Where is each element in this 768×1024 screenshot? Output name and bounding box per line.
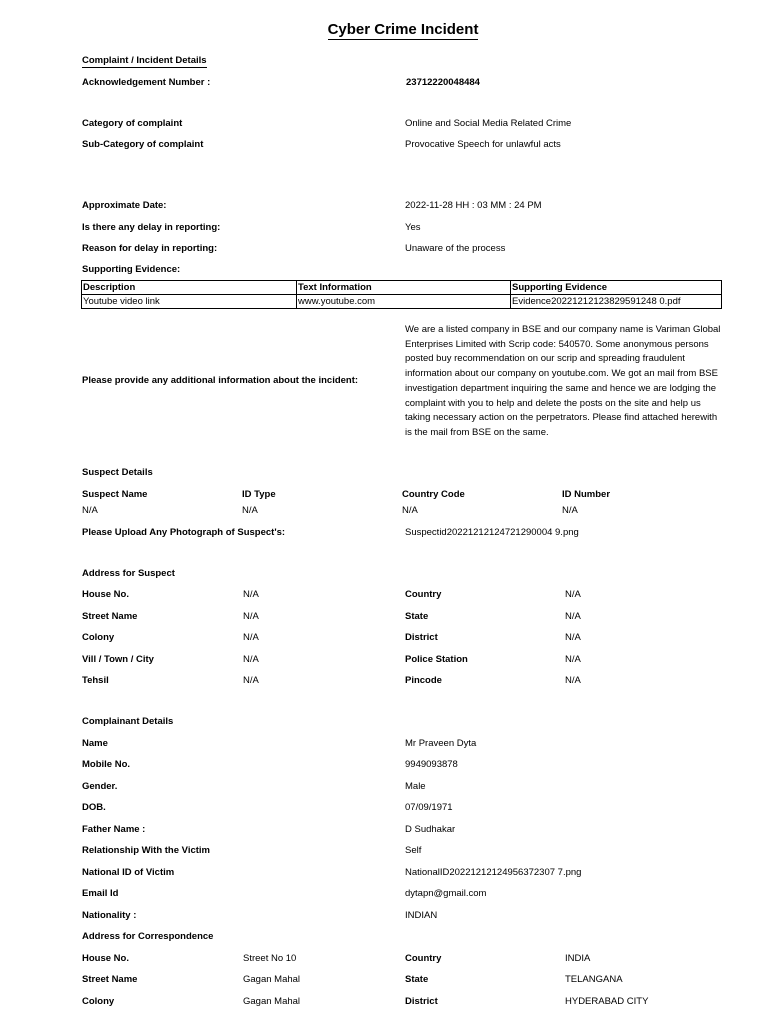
suspect-street-value: N/A <box>243 611 259 622</box>
evidence-header-text-info: Text Information <box>297 281 511 295</box>
corr-colony-value: Gagan Mahal <box>243 996 301 1007</box>
complainant-relationship-label: Relationship With the Victim <box>82 845 210 856</box>
evidence-table-header <box>82 281 722 295</box>
additional-info-value: We are a listed company in BSE and our company name is Variman Global Enterprises Limited with Scrip code: 540570. Some anonymous persons posted buy recommendation on our scrip and spreading fraudulent information about our company on youtube.com. We got an mail from BSE investigation department inquiring the same and hence we are lodging the complaint with you to help and delete the posts on the site and help us taking necessary action on the perpetrators. Please find attached herewith is the mail from BSE on the same. <box>405 324 721 438</box>
additional-info-label: Please provide any additional information about the incident: <box>82 375 359 386</box>
evidence-cell-description: Youtube video link <box>82 295 297 309</box>
suspect-address-heading: Address for Suspect <box>82 568 175 579</box>
complainant-nationalid-label: National ID of Victim <box>82 867 175 878</box>
complainant-dob-label: DOB. <box>82 802 106 813</box>
corr-street-value: Gagan Mahal <box>243 974 301 985</box>
reason-value: Unaware of the process <box>405 243 506 254</box>
complainant-email-value: dytapn@gmail.com <box>405 888 487 899</box>
complainant-dob-value: 07/09/1971 <box>405 802 453 813</box>
ack-value: 23712220048484 <box>406 77 480 88</box>
suspect-pincode-value: N/A <box>565 675 581 686</box>
corr-house-label: House No. <box>82 953 129 964</box>
complainant-gender-label: Gender. <box>82 781 118 792</box>
suspect-col-idtype: ID Type <box>242 489 276 500</box>
corr-district-label: District <box>405 996 438 1007</box>
suspect-tehsil-value: N/A <box>243 675 259 686</box>
complainant-gender-value: Male <box>405 781 426 792</box>
category-label: Category of complaint <box>82 118 183 129</box>
suspect-district-value: N/A <box>565 632 581 643</box>
complainant-name-label: Name <box>82 738 108 749</box>
suspect-country-value: N/A <box>565 589 581 600</box>
suspect-city-label: Vill / Town / City <box>82 654 154 665</box>
suspect-country-label: Country <box>405 589 442 600</box>
corr-country-value: INDIA <box>565 953 591 964</box>
suspect-col-idnum: ID Number <box>562 489 611 500</box>
complainant-nationality-label: Nationality : <box>82 910 137 921</box>
complainant-heading: Complainant Details <box>82 716 174 727</box>
delay-value: Yes <box>405 222 421 233</box>
suspect-heading: Suspect Details <box>82 467 153 478</box>
suspect-tehsil-label: Tehsil <box>82 675 109 686</box>
complainant-nationality-value: INDIAN <box>405 910 438 921</box>
suspect-state-label: State <box>405 611 429 622</box>
suspect-photo-value: Suspectid20221212124721290004 9.png <box>405 527 579 538</box>
evidence-cell-file: Evidence20221212123829591248 0.pdf <box>511 295 722 309</box>
suspect-police-label: Police Station <box>405 654 468 665</box>
suspect-district-label: District <box>405 632 438 643</box>
corr-house-value: Street No 10 <box>243 953 297 964</box>
complainant-mobile-label: Mobile No. <box>82 759 131 770</box>
date-value: 2022-11-28 HH : 03 MM : 24 PM <box>405 200 542 211</box>
category-value: Online and Social Media Related Crime <box>405 118 572 129</box>
evidence-header-supporting: Supporting Evidence <box>511 281 722 295</box>
complainant-nationalid-value: NationalID20221212124956372307 7.png <box>405 867 582 878</box>
suspect-col-country: Country Code <box>402 489 465 500</box>
suspect-state-value: N/A <box>565 611 581 622</box>
subcategory-value: Provocative Speech for unlawful acts <box>405 139 561 150</box>
suspect-val-idtype: N/A <box>242 505 258 516</box>
suspect-val-name: N/A <box>82 505 98 516</box>
suspect-police-value: N/A <box>565 654 581 665</box>
corr-country-label: Country <box>405 953 442 964</box>
complainant-relationship-value: Self <box>405 845 422 856</box>
evidence-cell-text-info: www.youtube.com <box>297 295 511 309</box>
suspect-val-country: N/A <box>402 505 418 516</box>
section-heading-complaint: Complaint / Incident Details <box>82 55 207 66</box>
ack-label: Acknowledgement Number : <box>82 77 211 88</box>
suspect-pincode-label: Pincode <box>405 675 442 686</box>
suspect-photo-label: Please Upload Any Photograph of Suspect's: <box>82 527 286 538</box>
suspect-col-name: Suspect Name <box>82 489 148 500</box>
complainant-mobile-value: 9949093878 <box>405 759 458 770</box>
date-label: Approximate Date: <box>82 200 167 211</box>
evidence-label: Supporting Evidence: <box>82 264 181 275</box>
complainant-father-label: Father Name : <box>82 824 146 835</box>
complainant-name-value: Mr Praveen Dyta <box>405 738 477 749</box>
suspect-house-label: House No. <box>82 589 129 600</box>
corr-colony-label: Colony <box>82 996 115 1007</box>
document-title: Cyber Crime Incident <box>327 21 479 38</box>
correspondence-heading: Address for Correspondence <box>82 931 214 942</box>
corr-state-label: State <box>405 974 429 985</box>
table-row <box>82 295 722 309</box>
evidence-header-description: Description <box>82 281 297 295</box>
complainant-father-value: D Sudhakar <box>405 824 456 835</box>
delay-label: Is there any delay in reporting: <box>82 222 221 233</box>
suspect-colony-label: Colony <box>82 632 115 643</box>
suspect-house-value: N/A <box>243 589 259 600</box>
corr-district-value: HYDERABAD CITY <box>565 996 649 1007</box>
corr-state-value: TELANGANA <box>565 974 623 985</box>
suspect-val-idnum: N/A <box>562 505 578 516</box>
suspect-city-value: N/A <box>243 654 259 665</box>
reason-label: Reason for delay in reporting: <box>82 243 218 254</box>
evidence-table <box>81 280 722 309</box>
suspect-street-label: Street Name <box>82 611 138 622</box>
suspect-colony-value: N/A <box>243 632 259 643</box>
corr-street-label: Street Name <box>82 974 138 985</box>
complainant-email-label: Email Id <box>82 888 119 899</box>
subcategory-label: Sub-Category of complaint <box>82 139 204 150</box>
